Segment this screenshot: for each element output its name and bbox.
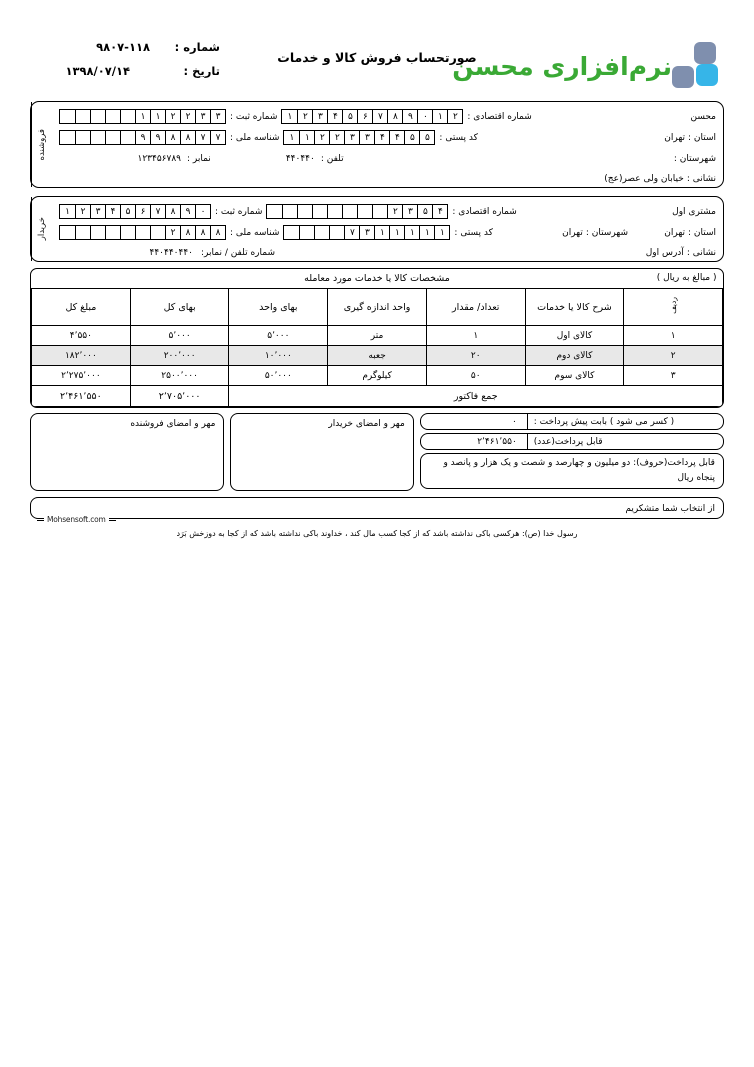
buyer-signature-box (230, 413, 413, 491)
digit-cell: ۲ (75, 205, 90, 218)
digit-cell: ۸ (195, 226, 210, 239)
digit-cell: ۰ (195, 205, 210, 218)
digit-cell: ۶ (357, 110, 372, 123)
prepayment-row (420, 413, 724, 430)
brand-name: نرم‌افزاری محسن (452, 51, 672, 81)
digit-cell: ۸ (180, 131, 195, 144)
seller-register-label: شماره ثبت : (230, 111, 278, 122)
buyer-province-value: تهران (664, 227, 685, 238)
buyer-postal-boxes (283, 225, 450, 240)
digit-cell: ۱ (135, 110, 150, 123)
thanks-label: از انتخاب شما متشکریم (625, 504, 715, 514)
digit-cell: ۹ (180, 205, 195, 218)
buyer-line-1 (59, 201, 716, 222)
invoice-meta (30, 40, 220, 88)
buyer-economic-boxes (266, 204, 448, 219)
digit-cell: ۴ (374, 131, 389, 144)
sum-label: جمع فاکتور (229, 386, 723, 407)
cell-amount: ۴٬۵۵۰ (32, 326, 131, 346)
seller-city-label: شهرستان : (673, 153, 716, 164)
digit-cell: ۲ (329, 131, 344, 144)
seller-signature-label: مهر و امضای فروشنده (130, 419, 216, 429)
digit-cell: ۲ (297, 110, 312, 123)
invoice-header (30, 38, 724, 98)
items-caption-currency: ( مبالغ به ریال ) (656, 273, 717, 283)
seller-address-label: نشانی : (686, 174, 716, 184)
payable-number-row (420, 433, 724, 450)
buyer-national-label: شناسه ملی : (230, 227, 280, 238)
digit-cell: ۱ (389, 226, 404, 239)
digit-cell: ۵ (419, 131, 434, 144)
col-header-row-no (624, 289, 723, 326)
payable-words-row: قابل پرداخت(حروف): دو میلیون و چهارصد و شصت و یک هزار و پانصد و پنجاه ریال (420, 453, 724, 489)
digit-cell (60, 131, 75, 144)
items-caption-cell (32, 269, 723, 289)
payable-words-label: قابل پرداخت(حروف) (636, 458, 715, 468)
prepayment-label: ( کسر می شود ) بابت پیش پرداخت : (527, 414, 723, 429)
digit-cell (105, 131, 120, 144)
cell-unit: جعبه (328, 346, 427, 366)
hadith-text: رسول خدا (ص): هرکسی باکی نداشته باشد که از کجا کسب مال کند ، خداوند باکی نداشته باشد که از کجا به دوزخش بَرَد (176, 529, 578, 538)
seller-province-value: تهران (664, 132, 685, 143)
buyer-economic-label: شماره اقتصادی : (452, 206, 517, 217)
cell-row-no: ۱ (624, 326, 723, 346)
seller-national-label: شناسه ملی : (230, 132, 280, 143)
seller-line-3 (59, 148, 716, 169)
buyer-contact-value: ۴۴۰۴۴۰۴۴۰ (149, 248, 193, 258)
buyer-register-boxes (59, 204, 211, 219)
buyer-tab (31, 197, 52, 261)
digit-cell: ۴ (327, 110, 342, 123)
digit-cell: ۸ (210, 226, 225, 239)
digit-cell (282, 205, 297, 218)
digit-cell: ۰ (417, 110, 432, 123)
col-header-quantity: تعداد/ مقدار (426, 289, 525, 326)
buyer-register-label: شماره ثبت : (215, 206, 263, 217)
buyer-postal-label: کد پستی : (454, 227, 493, 238)
digit-cell: ۱ (299, 131, 314, 144)
digit-cell: ۹ (402, 110, 417, 123)
seller-postal-boxes (283, 130, 435, 145)
digit-cell (75, 131, 90, 144)
buyer-address-value: آدرس اول (645, 248, 684, 258)
table-row (32, 326, 723, 346)
digit-cell (284, 226, 299, 239)
digit-cell (372, 205, 387, 218)
seller-postal-label: کد پستی : (439, 132, 478, 143)
digit-cell: ۷ (150, 205, 165, 218)
digit-cell: ۱ (150, 110, 165, 123)
payable-number-value: ۲٬۴۶۱٬۵۵۰ (477, 436, 517, 447)
digit-cell: ۳ (90, 205, 105, 218)
digit-cell: ۲ (314, 131, 329, 144)
payable-number-label: قابل پرداخت(عدد) (527, 434, 723, 449)
seller-line-4 (59, 169, 716, 189)
digit-cell (135, 226, 150, 239)
buyer-city-value: تهران (562, 227, 583, 238)
digit-cell: ۴ (432, 205, 447, 218)
seller-fax-label: نمابر : (187, 153, 211, 164)
cell-amount: ۱۸۲٬۰۰۰ (32, 346, 131, 366)
cell-unit: متر (328, 326, 427, 346)
seller-economic-label: شماره اقتصادی : (467, 111, 532, 122)
cell-row-no: ۳ (624, 366, 723, 386)
cell-total-price: ۲۵۰۰٬۰۰۰ (130, 366, 229, 386)
col-header-amount: مبلغ کل (32, 289, 131, 326)
seller-line-1 (59, 106, 716, 127)
digit-cell (105, 110, 120, 123)
digit-cell: ۹ (135, 131, 150, 144)
seller-signature-box (30, 413, 224, 491)
digit-cell (75, 110, 90, 123)
digit-cell: ۶ (135, 205, 150, 218)
company-logo (452, 38, 724, 94)
payable-words-value: دو میلیون و چهارصد و شصت و یک هزار و پانصد و پنجاه ریال (443, 458, 715, 483)
digit-cell (90, 110, 105, 123)
digit-cell (312, 205, 327, 218)
digit-cell: ۱ (289, 132, 295, 143)
digit-cell: ۷ (372, 110, 387, 123)
digit-cell: ۲ (180, 110, 195, 123)
digit-cell (60, 226, 75, 239)
col-header-row-no-label: ردیف (668, 297, 678, 314)
buyer-name: مشتری اول (672, 206, 716, 217)
buyer-line-2 (59, 222, 716, 243)
invoice-sum-row (32, 386, 723, 407)
seller-address-value: خیابان ولی عصر(عج) (604, 174, 684, 184)
digit-cell (357, 205, 372, 218)
digit-cell: ۳ (359, 226, 374, 239)
invoice-date-label: تاریخ : (183, 64, 220, 78)
digit-cell: ۱ (287, 111, 293, 122)
seller-province-label: استان : (687, 132, 716, 143)
digit-cell: ۵ (120, 205, 135, 218)
digit-cell: ۳ (210, 110, 225, 123)
digit-cell (120, 131, 135, 144)
digit-cell: ۲ (165, 110, 180, 123)
digit-cell: ۵ (404, 131, 419, 144)
seller-tab (31, 102, 52, 187)
digit-cell: ۷ (195, 131, 210, 144)
invoice-number-row (30, 40, 220, 54)
seller-body (52, 102, 723, 187)
cell-quantity: ۱ (426, 326, 525, 346)
digit-cell: ۱ (374, 226, 389, 239)
buyer-national-boxes (59, 225, 226, 240)
seller-economic-boxes (281, 109, 463, 124)
cell-unit: کیلوگرم (328, 366, 427, 386)
digit-cell: ۳ (312, 110, 327, 123)
digit-cell: ۹ (150, 131, 165, 144)
digit-cell: ۵ (342, 110, 357, 123)
digit-cell: ۴ (389, 131, 404, 144)
buyer-line-3 (59, 243, 716, 263)
digit-cell (329, 226, 344, 239)
digit-cell: ۸ (180, 226, 195, 239)
digit-cell: ۱ (65, 206, 70, 217)
seller-section (30, 101, 724, 188)
digit-cell: ۴ (105, 205, 120, 218)
cell-row-no: ۲ (624, 346, 723, 366)
digit-cell (327, 205, 342, 218)
col-header-total-price: بهای کل (130, 289, 229, 326)
digit-cell (90, 226, 105, 239)
sum-amount: ۲٬۴۶۱٬۵۵۰ (32, 386, 131, 407)
table-row (32, 366, 723, 386)
cell-description: کالای دوم (525, 346, 624, 366)
digit-cell: ۳ (195, 110, 210, 123)
buyer-province-label: استان : (687, 227, 716, 238)
seller-phone-value: ۴۴۰۴۴۰ (285, 153, 315, 164)
digit-cell: ۲ (387, 205, 402, 218)
digit-cell: ۸ (387, 110, 402, 123)
seller-phone-label: تلفن : (320, 153, 344, 164)
buyer-address-label: نشانی : (686, 248, 716, 258)
invoice-number-label: شماره : (174, 40, 220, 54)
digit-cell (75, 226, 90, 239)
digit-cell: ۲ (447, 110, 462, 123)
invoice-date-row (30, 64, 220, 78)
cell-description: کالای سوم (525, 366, 624, 386)
cell-unit-price: ۵٬۰۰۰ (229, 326, 328, 346)
digit-cell (120, 110, 135, 123)
digit-cell (105, 226, 120, 239)
digit-cell (267, 205, 282, 218)
digit-cell: ۷ (344, 226, 359, 239)
digit-cell: ۱ (434, 226, 449, 239)
invoice-date-value: ۱۳۹۸/۰۷/۱۴ (65, 64, 130, 78)
website-label: Mohsensoft.com (44, 515, 109, 524)
seller-name: محسن (690, 111, 716, 122)
cell-total-price: ۲۰۰٬۰۰۰ (130, 346, 229, 366)
digit-cell: ۱ (404, 226, 419, 239)
signature-payment-row (30, 413, 724, 491)
digit-cell (342, 205, 357, 218)
items-caption-row (32, 269, 723, 289)
digit-cell (90, 131, 105, 144)
payment-column (420, 413, 724, 489)
thanks-box (30, 497, 724, 519)
digit-cell: ۸ (165, 205, 180, 218)
digit-cell: ۸ (165, 131, 180, 144)
cell-amount: ۲٬۲۷۵٬۰۰۰ (32, 366, 131, 386)
table-row (32, 346, 723, 366)
buyer-signature-label: مهر و امضای خریدار (328, 419, 405, 429)
col-header-unit: واحد اندازه گیری (328, 289, 427, 326)
digit-cell (150, 226, 165, 239)
invoice-number-value: ۹۸۰۷-۱۱۸ (96, 40, 150, 54)
digit-cell: ۳ (359, 131, 374, 144)
items-caption-center: مشخصات کالا یا خدمات مورد معامله (304, 273, 450, 284)
digit-cell: ۵ (417, 205, 432, 218)
cell-unit-price: ۵۰٬۰۰۰ (229, 366, 328, 386)
digit-cell: ۷ (210, 131, 225, 144)
prepayment-value: ۰ (511, 416, 517, 427)
buyer-section (30, 196, 724, 262)
seller-national-boxes (59, 130, 226, 145)
digit-cell (120, 226, 135, 239)
cell-description: کالای اول (525, 326, 624, 346)
buyer-body (52, 197, 723, 261)
seller-line-2 (59, 127, 716, 148)
col-header-unit-price: بهای واحد (229, 289, 328, 326)
digit-cell: ۳ (344, 131, 359, 144)
digit-cell: ۳ (402, 205, 417, 218)
cell-quantity: ۵۰ (426, 366, 525, 386)
col-header-description: شرح کالا یا خدمات (525, 289, 624, 326)
digit-cell: ۱ (432, 110, 447, 123)
cell-unit-price: ۱۰٬۰۰۰ (229, 346, 328, 366)
buyer-tab-label: خریدار (37, 217, 47, 241)
cell-total-price: ۵٬۰۰۰ (130, 326, 229, 346)
seller-fax-value: ۱۲۳۴۵۶۷۸۹ (137, 153, 181, 164)
seller-register-boxes (59, 109, 226, 124)
sum-total-price: ۲٬۷۰۵٬۰۰۰ (130, 386, 229, 407)
digit-cell: ۱ (419, 226, 434, 239)
digit-cell (60, 110, 75, 123)
cell-quantity: ۲۰ (426, 346, 525, 366)
logo-blocks-icon (672, 42, 718, 90)
page-title: صورتحساب فروش کالا و خدمات (277, 50, 477, 65)
digit-cell (297, 205, 312, 218)
seller-tab-label: فروشنده (37, 128, 47, 161)
buyer-city-label: شهرستان : (585, 227, 628, 238)
digit-cell: ۲ (165, 226, 180, 239)
buyer-contact-label: شماره تلفن / نمابر: (201, 248, 276, 258)
items-header-row (32, 289, 723, 326)
digit-cell (314, 226, 329, 239)
items-table (30, 268, 724, 408)
digit-cell (299, 226, 314, 239)
